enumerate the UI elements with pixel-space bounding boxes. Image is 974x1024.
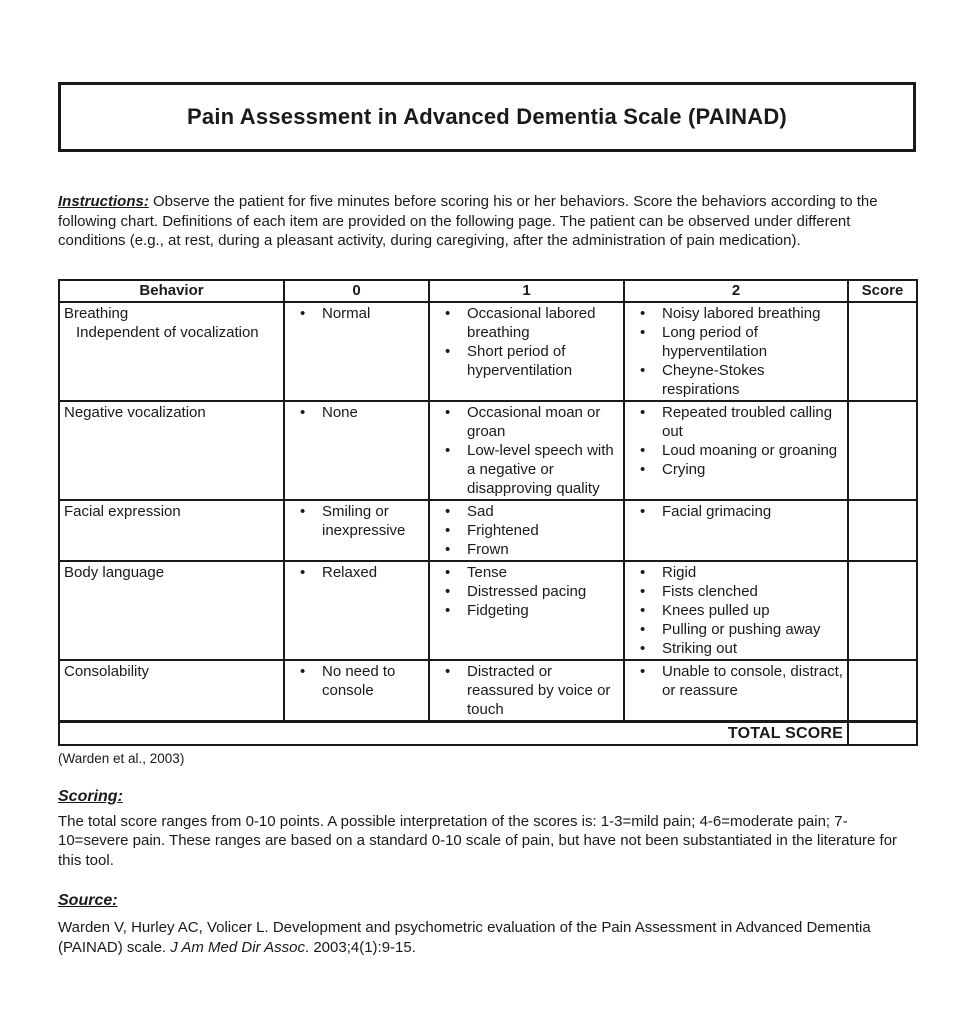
behavior-cell (59, 401, 284, 500)
source-text-start: Warden V, Hurley AC, Volicer L. Development and psychometric evaluation of the Pain Assessment in Advanced Dementia (PAINAD) scale. (58, 919, 871, 956)
criterion-item: • Smiling or inexpressive (289, 502, 424, 540)
criterion-item: • Fists clenched (629, 582, 843, 601)
score-2-cell (624, 302, 848, 401)
criterion-item: • None (289, 403, 424, 422)
criterion-item: • No need to console (289, 662, 424, 700)
score-1-cell (429, 500, 624, 561)
instructions-label: Instructions: (58, 193, 149, 210)
behavior-cell (59, 500, 284, 561)
behavior-label: Body language (64, 563, 165, 581)
criterion-item: • Rigid (629, 563, 843, 582)
column-header-1: 1 (429, 280, 624, 302)
criterion-item: • Cheyne-Stokes respirations (629, 361, 843, 399)
behavior-cell (59, 302, 284, 401)
table-row-body-language (59, 561, 917, 660)
behavior-label: Facial expression (64, 502, 181, 520)
table-row-facial-expression (59, 500, 917, 561)
source-journal-name: J Am Med Dir Assoc (170, 938, 305, 956)
criterion-item: • Sad (434, 502, 619, 521)
total-score-label: TOTAL SCORE (59, 721, 848, 745)
criterion-item: • Noisy labored breathing (629, 304, 843, 323)
criterion-item: • Fidgeting (434, 601, 619, 620)
score-2-cell (624, 401, 848, 500)
page-title: Pain Assessment in Advanced Dementia Scale (PAINAD) (187, 104, 787, 129)
behavior-label: Breathing (64, 304, 129, 322)
criterion-item: • Occasional moan or groan (434, 403, 619, 441)
total-score-row (59, 721, 917, 745)
criterion-item: • Repeated troubled calling out (629, 403, 843, 441)
score-2-cell (624, 500, 848, 561)
criterion-item: • Frown (434, 540, 619, 559)
score-0-cell (284, 500, 429, 561)
score-1-cell (429, 302, 624, 401)
behavior-label: Negative vocalization (64, 403, 206, 421)
score-1-cell (429, 660, 624, 722)
criterion-item: • Facial grimacing (629, 502, 843, 521)
instructions-paragraph (58, 192, 916, 251)
column-header-behavior: Behavior (59, 280, 284, 302)
criterion-item: • Long period of hyperventilation (629, 323, 843, 361)
criterion-item: • Normal (289, 304, 424, 323)
criterion-item: • Short period of hyperventilation (434, 342, 619, 380)
score-entry-cell (848, 401, 917, 500)
score-entry-cell (848, 500, 917, 561)
source-heading: Source: (58, 892, 118, 909)
source-paragraph (58, 918, 916, 957)
column-header-0: 0 (284, 280, 429, 302)
criterion-item: • Pulling or pushing away (629, 620, 843, 639)
score-0-cell (284, 302, 429, 401)
column-header-score: Score (848, 280, 917, 302)
criterion-item: • Low-level speech with a negative or disapproving quality (434, 441, 619, 498)
score-entry-cell (848, 660, 917, 722)
score-0-cell (284, 561, 429, 660)
criterion-item: • Striking out (629, 639, 843, 658)
instructions-text: Observe the patient for five minutes before scoring his or her behaviors. Score the behaviors according to the following chart. Definitions of each item are provided on the following page. The patient can be observed under different conditions (e.g., at rest, during a pleasant activity, during caregiving, after the administration of pain medication). (58, 193, 878, 249)
table-row-consolability (59, 660, 917, 722)
score-1-cell (429, 401, 624, 500)
criterion-item: • Loud moaning or groaning (629, 441, 843, 460)
criterion-item: • Occasional labored breathing (434, 304, 619, 342)
total-score-entry-cell (848, 721, 917, 745)
score-0-cell (284, 401, 429, 500)
behavior-cell (59, 660, 284, 722)
criterion-item: • Distracted or reassured by voice or touch (434, 662, 619, 719)
criterion-item: • Distressed pacing (434, 582, 619, 601)
table-row-breathing (59, 302, 917, 401)
score-2-cell (624, 660, 848, 722)
behavior-label: Consolability (64, 662, 150, 680)
score-0-cell (284, 660, 429, 722)
document-title-box (58, 82, 916, 152)
table-row-negative-vocalization (59, 401, 917, 500)
painad-scale-table (58, 279, 918, 746)
table-citation: (Warden et al., 2003) (58, 750, 185, 766)
score-2-cell (624, 561, 848, 660)
behavior-sublabel: Independent of vocalization (76, 323, 259, 341)
criterion-item: • Relaxed (289, 563, 424, 582)
column-header-2: 2 (624, 280, 848, 302)
criterion-item: • Crying (629, 460, 843, 479)
criterion-item: • Knees pulled up (629, 601, 843, 620)
source-text-end: . 2003;4(1):9-15. (305, 938, 416, 956)
table-header-row (59, 280, 917, 302)
scoring-heading: Scoring: (58, 787, 123, 805)
criterion-item: • Frightened (434, 521, 619, 540)
score-1-cell (429, 561, 624, 660)
scoring-paragraph: The total score ranges from 0-10 points. A possible interpretation of the scores is: 1-3=mild pain; 4-6=moderate pain; 7-10=severe pain. These ranges are based on a standard 0-10 scale of pain, but have not been substantiated in the literature for this tool. (58, 812, 898, 869)
score-entry-cell (848, 302, 917, 401)
behavior-cell (59, 561, 284, 660)
criterion-item: • Unable to console, distract, or reassure (629, 662, 843, 700)
criterion-item: • Tense (434, 563, 619, 582)
score-entry-cell (848, 561, 917, 660)
